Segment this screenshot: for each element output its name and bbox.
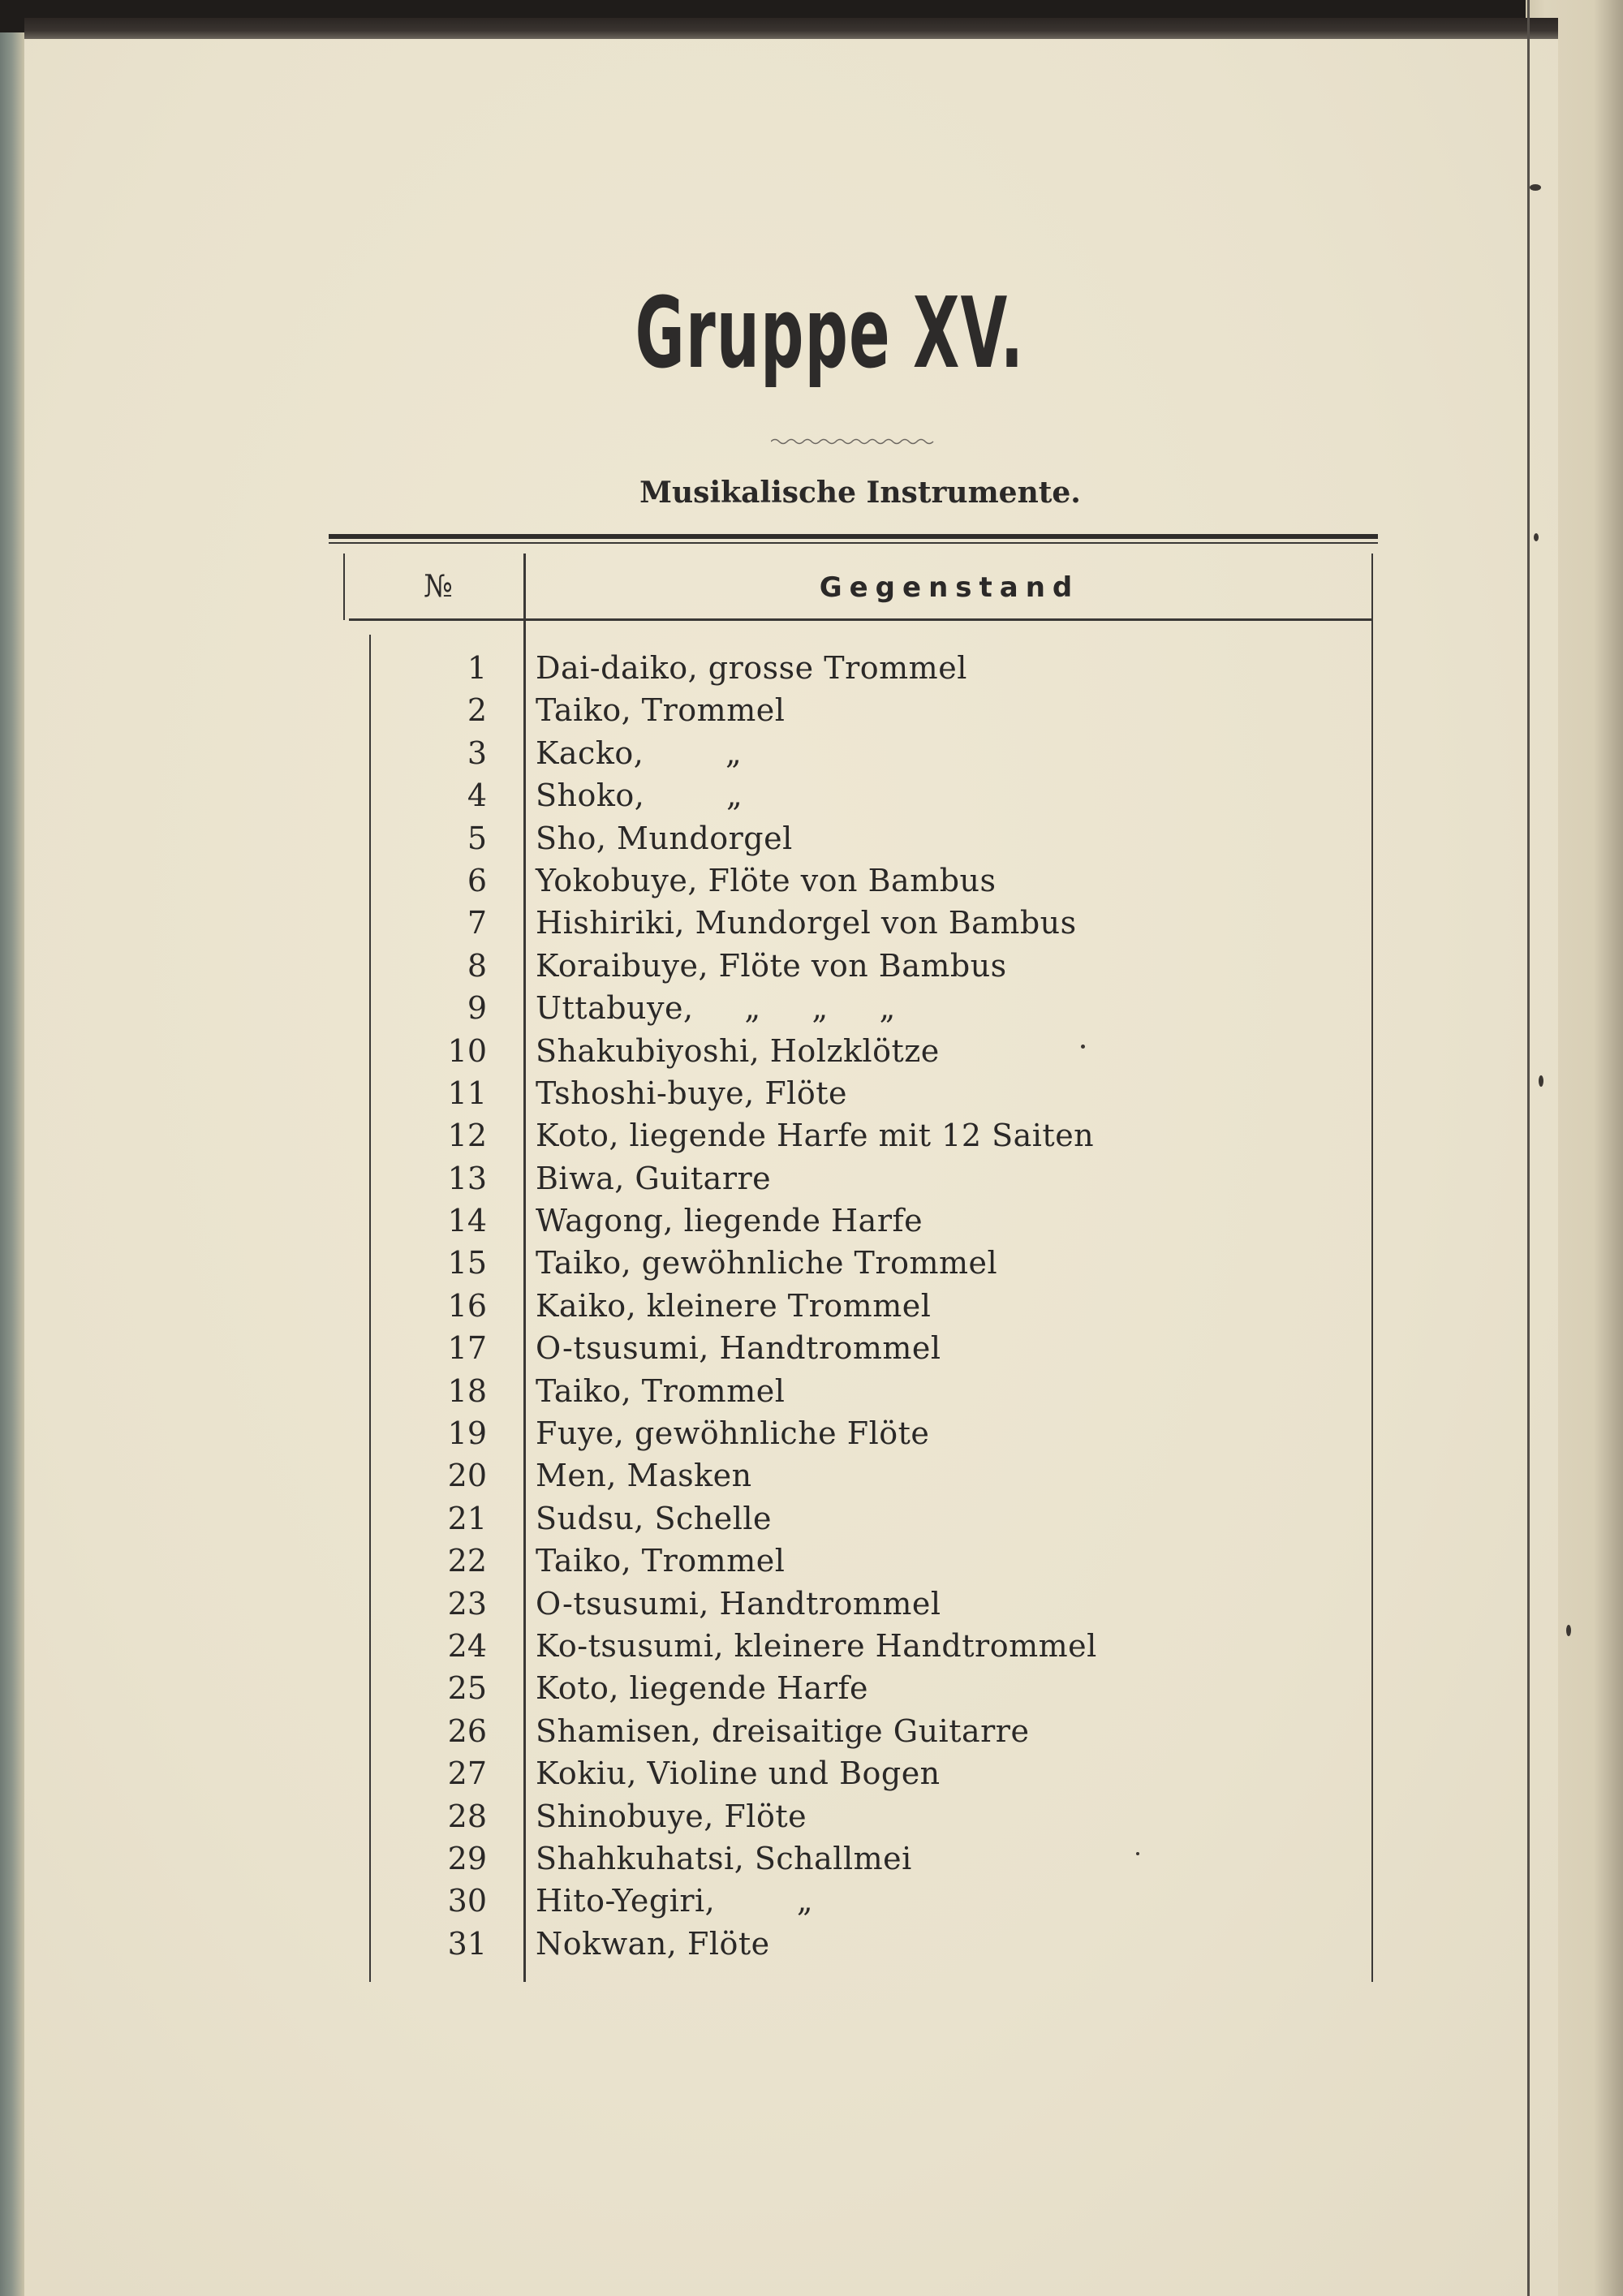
- table-row: [24, 1540, 1558, 1582]
- table-row: [24, 1030, 1558, 1072]
- page-subtitle: Musikalische Instrumente.: [639, 476, 1081, 510]
- table-row: [24, 1285, 1558, 1327]
- table-top-rule: [329, 534, 1378, 539]
- table-row: [24, 1710, 1558, 1752]
- wavy-ornament: [771, 436, 937, 447]
- table-top-rule-thin: [329, 542, 1378, 544]
- table-row: [24, 945, 1558, 987]
- row-number: 24: [447, 1627, 487, 1664]
- row-item: Shahkuhatsi, Schallmei: [536, 1840, 912, 1876]
- row-item: Koto, liegende Harfe mit 12 Saiten: [536, 1118, 1095, 1154]
- row-item: Dai-daiko, grosse Trommel: [536, 650, 967, 686]
- book-page: [24, 18, 1558, 2296]
- row-item: Koraibuye, Flöte von Bambus: [536, 947, 1007, 984]
- row-item: O-tsusumi, Handtrommel: [536, 1585, 941, 1622]
- table-row: [24, 1072, 1558, 1114]
- row-item: Uttabuye, „ „ „: [536, 990, 896, 1027]
- row-item: Nokwan, Flöte: [536, 1925, 770, 1962]
- row-number: 30: [447, 1883, 487, 1919]
- row-number: 25: [447, 1670, 487, 1707]
- row-item: Taiko, Trommel: [536, 1543, 786, 1579]
- row-number: 20: [447, 1458, 487, 1494]
- row-number: 28: [447, 1798, 487, 1834]
- row-item: Kaiko, kleinere Trommel: [536, 1287, 932, 1324]
- row-item: Biwa, Guitarre: [536, 1160, 772, 1196]
- table-row: [24, 1752, 1558, 1794]
- row-number: 9: [467, 990, 487, 1027]
- table-row: [24, 1327, 1558, 1369]
- table-row: [24, 987, 1558, 1029]
- row-number: 15: [447, 1245, 487, 1282]
- row-item: Taiko, gewöhnliche Trommel: [536, 1245, 998, 1282]
- table-row: [24, 1412, 1558, 1454]
- row-number: 11: [447, 1075, 487, 1111]
- row-item: Sho, Mundorgel: [536, 820, 793, 856]
- table-body: [24, 647, 1558, 1965]
- table-row: [24, 647, 1558, 689]
- row-item: Ko-tsusumi, kleinere Handtrommel: [536, 1627, 1097, 1664]
- table-row: [24, 1923, 1558, 1965]
- row-item: Tshoshi-buye, Flöte: [536, 1075, 847, 1111]
- column-header-number: №: [424, 568, 453, 604]
- row-item: Taiko, Trommel: [536, 692, 786, 729]
- row-number: 22: [447, 1543, 487, 1579]
- table-row: [24, 1114, 1558, 1157]
- table-row: [24, 1795, 1558, 1837]
- table-row: [24, 1667, 1558, 1709]
- table-row: [24, 1880, 1558, 1922]
- table-row: [24, 817, 1558, 859]
- row-item: Hishiriki, Mundorgel von Bambus: [536, 905, 1077, 941]
- table-row: [24, 1837, 1558, 1880]
- row-number: 19: [447, 1415, 487, 1452]
- row-item: Yokobuye, Flöte von Bambus: [536, 862, 997, 898]
- row-number: 6: [467, 862, 487, 898]
- row-item: Shakubiyoshi, Holzklötze: [536, 1032, 940, 1069]
- row-item: Taiko, Trommel: [536, 1372, 786, 1409]
- table-row: [24, 859, 1558, 902]
- row-number: 7: [467, 905, 487, 941]
- row-number: 17: [447, 1330, 487, 1367]
- row-item: Shinobuye, Flöte: [536, 1798, 807, 1834]
- row-item: Sudsu, Schelle: [536, 1500, 773, 1536]
- table-header-rule: [349, 618, 1373, 621]
- row-number: 3: [467, 734, 487, 771]
- row-item: Kokiu, Violine und Bogen: [536, 1755, 941, 1792]
- row-number: 26: [447, 1712, 487, 1749]
- row-item: Fuye, gewöhnliche Flöte: [536, 1415, 930, 1452]
- row-number: 2: [467, 692, 487, 729]
- row-number: 23: [447, 1585, 487, 1622]
- row-number: 14: [447, 1203, 487, 1239]
- table-row: [24, 1242, 1558, 1284]
- row-item: Koto, liegende Harfe: [536, 1670, 869, 1707]
- row-number: 16: [447, 1287, 487, 1324]
- table-left-border: [343, 554, 345, 620]
- row-number: 10: [447, 1032, 487, 1069]
- row-number: 12: [447, 1118, 487, 1154]
- table-row: [24, 1454, 1558, 1497]
- table-row: [24, 689, 1558, 731]
- table-row: [24, 1370, 1558, 1412]
- table-row: [24, 1583, 1558, 1625]
- table-row: [24, 1157, 1558, 1200]
- row-number: 4: [467, 778, 487, 814]
- top-cover-strip: [24, 18, 1558, 39]
- row-number: 8: [467, 947, 487, 984]
- table-row: [24, 1625, 1558, 1667]
- row-number: 27: [447, 1755, 487, 1792]
- table-row: [24, 902, 1558, 944]
- row-item: Hito-Yegiri, „: [536, 1883, 814, 1919]
- row-item: Kacko, „: [536, 734, 743, 771]
- row-number: 5: [467, 820, 487, 856]
- table-row: [24, 732, 1558, 774]
- row-number: 1: [467, 650, 487, 686]
- gutter-line: [1527, 0, 1530, 2296]
- table-row: [24, 1200, 1558, 1242]
- row-number: 13: [447, 1160, 487, 1196]
- row-item: O-tsusumi, Handtrommel: [536, 1330, 941, 1367]
- row-item: Shoko, „: [536, 778, 743, 814]
- row-number: 18: [447, 1372, 487, 1409]
- row-item: Men, Masken: [536, 1458, 752, 1494]
- row-item: Wagong, liegende Harfe: [536, 1203, 923, 1239]
- row-number: 29: [447, 1840, 487, 1876]
- table-row: [24, 1497, 1558, 1540]
- row-item: Shamisen, dreisaitige Guitarre: [536, 1712, 1030, 1749]
- page-title: Gruppe XV.: [635, 278, 1025, 390]
- row-number: 31: [447, 1925, 487, 1962]
- table-row: [24, 774, 1558, 816]
- column-header-item: Gegenstand: [819, 571, 1080, 604]
- row-number: 21: [447, 1500, 487, 1536]
